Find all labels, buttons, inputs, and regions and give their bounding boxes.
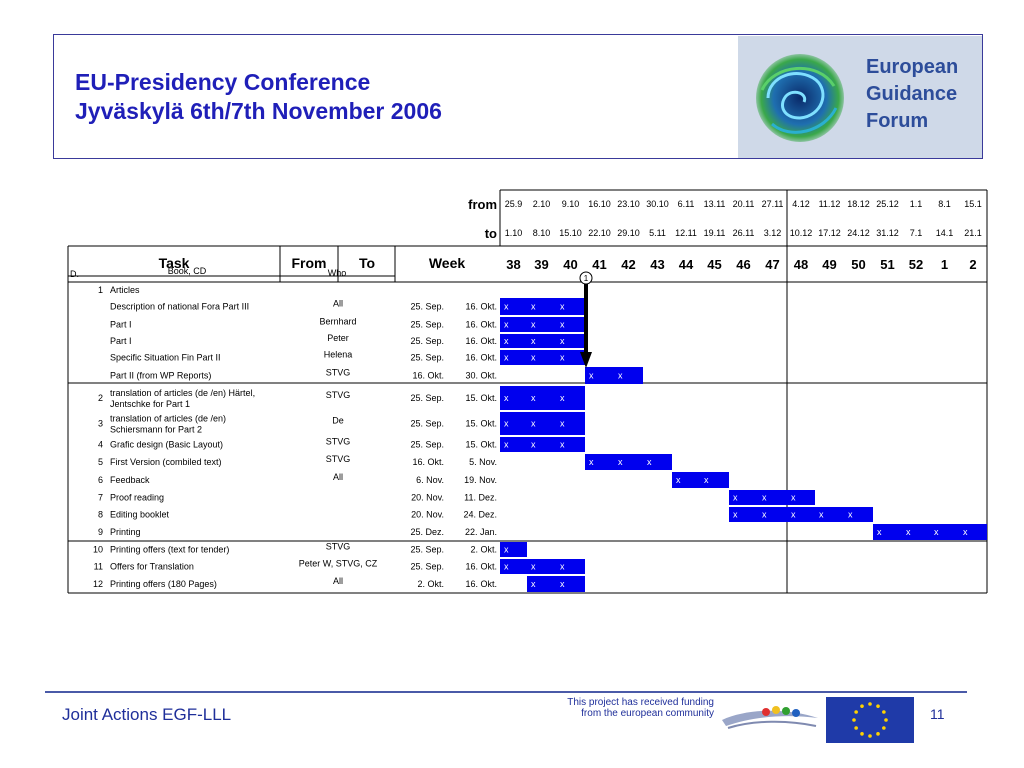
row-from-date: 16. Okt. <box>412 370 444 381</box>
week-from-date: 11.12 <box>818 199 841 209</box>
row-from-date: 25. Sep. <box>410 561 444 572</box>
gantt-mark: x <box>531 336 536 346</box>
gantt-mark: x <box>504 301 509 312</box>
row-from-date: 25. Sep. <box>410 319 444 330</box>
gantt-mark: x <box>618 370 623 381</box>
gantt-bar <box>873 524 987 540</box>
eu-star <box>860 704 864 708</box>
header-d: D. <box>70 269 79 279</box>
row-task: translation of articles (de /en) Härtel, <box>110 388 256 398</box>
gantt-mark: x <box>504 352 509 363</box>
gantt-mark: x <box>531 439 536 450</box>
gantt-mark: x <box>848 509 853 520</box>
row-who: STVG <box>325 541 351 552</box>
row-number: 7 <box>97 492 103 503</box>
header-from: From <box>291 255 327 271</box>
row-to-date: 2. Okt. <box>470 544 497 555</box>
week-from-date: 6.11 <box>677 199 695 209</box>
week-from-date: 23.10 <box>617 199 640 209</box>
logo-text: European Guidance Forum <box>866 56 959 132</box>
gantt-mark: x <box>560 319 565 330</box>
eu-star <box>868 734 872 738</box>
row-from-date: 25. Dez. <box>410 527 444 537</box>
week-from-date: 13.11 <box>703 199 726 209</box>
gantt-mark: x <box>504 544 509 555</box>
row-to-date: 16. Okt. <box>465 319 497 330</box>
week-number: 2 <box>969 257 977 272</box>
header-who: Who <box>327 268 347 278</box>
row-who: De <box>332 415 344 426</box>
row-task: Proof reading <box>110 492 165 503</box>
week-to-date: 10.12 <box>789 228 813 238</box>
gantt-mark: x <box>733 492 738 503</box>
gantt-mark: x <box>531 393 536 403</box>
row-from-date: 6. Nov. <box>416 475 444 485</box>
header-week: Week <box>428 255 466 271</box>
week-from-date: 2.10 <box>532 199 551 209</box>
gantt-mark: x <box>504 418 509 429</box>
row-who: All <box>332 298 344 309</box>
from-label: from <box>468 197 497 212</box>
row-number: 10 <box>92 544 103 555</box>
week-from-date: 18.12 <box>847 199 870 209</box>
eu-star <box>876 704 880 708</box>
row-to-date: 16. Okt. <box>465 352 497 363</box>
gantt-bar <box>500 437 585 452</box>
week-to-date: 3.12 <box>763 228 782 238</box>
eu-star <box>854 710 858 714</box>
week-number: 43 <box>650 257 665 272</box>
gantt-mark: x <box>560 336 565 346</box>
week-from-date: 15.1 <box>964 199 982 209</box>
row-who: All <box>332 576 344 586</box>
eu-star <box>854 726 858 730</box>
week-number: 50 <box>851 257 866 272</box>
milestone-line <box>584 284 588 354</box>
week-from-date: 4.12 <box>792 199 810 209</box>
week-to-date: 31.12 <box>876 228 899 238</box>
gantt-bar <box>500 334 585 348</box>
gantt-mark: x <box>531 319 536 330</box>
row-task: Part I <box>110 319 132 330</box>
row-who: All <box>332 472 344 482</box>
row-to-date: 5. Nov. <box>469 457 497 467</box>
row-who: Bernhard <box>319 316 357 327</box>
week-number: 51 <box>880 257 895 272</box>
row-number: 1 <box>97 285 103 295</box>
title-line-2: Jyväskylä 6th/7th November 2006 <box>75 98 442 124</box>
week-to-date: 14.1 <box>935 228 954 238</box>
row-from-date: 20. Nov. <box>411 509 444 520</box>
row-from-date: 25. Sep. <box>410 393 444 403</box>
gantt-mark: x <box>618 457 623 467</box>
week-from-date: 1.1 <box>909 199 923 209</box>
eu-star <box>876 732 880 736</box>
week-number: 1 <box>940 257 949 272</box>
row-task: translation of articles (de /en) <box>110 413 227 424</box>
row-task: Part II (from WP Reports) <box>110 370 212 381</box>
row-to-date: 22. Jan. <box>464 527 497 537</box>
gantt-bar <box>500 298 585 315</box>
row-task: Schiersmann for Part 2 <box>110 424 203 435</box>
week-number: 40 <box>563 257 578 272</box>
row-to-date: 30. Okt. <box>465 370 497 381</box>
row-who: STVG <box>325 367 351 378</box>
week-to-date: 5.11 <box>649 228 666 238</box>
week-from-date: 25.9 <box>504 199 523 209</box>
row-to-date: 11. Dez. <box>464 492 497 503</box>
week-to-date: 24.12 <box>847 228 870 238</box>
row-task: Offers for Translation <box>110 561 194 572</box>
gantt-mark: x <box>504 336 509 346</box>
row-to-date: 24. Dez. <box>463 509 497 520</box>
row-to-date: 15. Okt. <box>465 439 497 450</box>
row-number: 5 <box>97 457 103 467</box>
week-to-date: 12.11 <box>675 228 697 238</box>
row-task: Editing booklet <box>110 509 170 520</box>
gantt-mark: x <box>963 527 968 537</box>
row-number: 2 <box>97 393 103 403</box>
header-to: To <box>358 255 376 271</box>
row-task: Grafic design (Basic Layout) <box>110 439 224 450</box>
gantt-mark: x <box>504 561 509 572</box>
row-task: Jentschke for Part 1 <box>110 399 191 409</box>
gantt-bar <box>500 559 585 574</box>
week-number: 38 <box>506 257 521 272</box>
row-who: STVG <box>325 436 351 447</box>
gantt-mark: x <box>504 319 509 330</box>
gantt-bar <box>500 412 585 435</box>
week-to-date: 19.11 <box>703 228 726 238</box>
gantt-mark: x <box>560 561 565 572</box>
row-task: First Version (combiled text) <box>110 457 222 467</box>
gantt-mark: x <box>531 352 536 363</box>
gantt-mark: x <box>791 509 796 520</box>
gantt-mark: x <box>531 579 536 589</box>
week-to-date: 22.10 <box>588 228 611 238</box>
row-number: 6 <box>97 475 103 485</box>
row-to-date: 16. Okt. <box>465 336 497 346</box>
week-number: 52 <box>908 257 924 272</box>
row-task: Part I <box>110 336 132 346</box>
gantt-mark: x <box>762 509 767 520</box>
gantt-mark: x <box>531 418 536 429</box>
row-to-date: 19. Nov. <box>464 475 497 485</box>
row-task: Printing <box>110 527 141 537</box>
week-number: 42 <box>621 257 636 272</box>
gantt-mark: x <box>531 561 536 572</box>
row-to-date: 16. Okt. <box>465 579 497 589</box>
funding-note: This project has received funding from the european community <box>567 697 714 719</box>
row-who: Peter W, STVG, CZ <box>298 558 378 569</box>
row-from-date: 20. Nov. <box>411 492 444 503</box>
week-number: 44 <box>678 257 694 272</box>
eu-flag-icon <box>826 697 914 743</box>
row-who: STVG <box>325 454 351 464</box>
row-from-date: 25. Sep. <box>410 418 444 429</box>
gantt-mark: x <box>560 352 565 363</box>
eu-star <box>882 710 886 714</box>
gantt-mark: x <box>647 457 652 467</box>
week-number: 45 <box>707 257 722 272</box>
eu-star <box>884 718 888 722</box>
row-task: Printing offers (text for tender) <box>110 544 230 555</box>
row-from-date: 2. Okt. <box>417 579 444 589</box>
week-to-date: 21.1 <box>964 228 982 238</box>
gantt-bar <box>729 490 815 505</box>
row-from-date: 16. Okt. <box>412 457 444 467</box>
row-from-date: 25. Sep. <box>410 352 444 363</box>
gantt-mark: x <box>906 527 911 537</box>
gantt-bar <box>500 386 585 410</box>
row-number: 12 <box>92 579 103 589</box>
week-number: 46 <box>736 257 751 272</box>
row-number: 8 <box>97 509 103 520</box>
gantt-bar <box>585 454 672 470</box>
row-task: Feedback <box>110 475 150 485</box>
gantt-mark: x <box>531 301 536 312</box>
week-to-date: 1.10 <box>504 228 523 238</box>
milestone-label: 1 <box>583 274 589 283</box>
footer-left-text: Joint Actions EGF-LLL <box>62 705 232 724</box>
lifelong-learning-logo <box>718 698 822 738</box>
gantt-mark: x <box>733 509 738 520</box>
gantt-mark: x <box>560 393 565 403</box>
row-from-date: 25. Sep. <box>410 439 444 450</box>
gantt-mark: x <box>877 527 882 537</box>
eu-star <box>882 726 886 730</box>
week-to-date: 15.10 <box>559 228 582 238</box>
row-to-date: 15. Okt. <box>465 393 497 403</box>
week-from-date: 30.10 <box>646 199 669 209</box>
week-number: 47 <box>765 257 780 272</box>
gantt-bar <box>672 472 729 488</box>
row-who: STVG <box>325 390 351 400</box>
row-number: 9 <box>97 527 103 537</box>
row-to-date: 16. Okt. <box>465 561 497 572</box>
row-number: 3 <box>97 418 103 429</box>
gantt-bar <box>500 317 585 332</box>
header-book: Book, CD <box>167 266 207 276</box>
gantt-mark: x <box>504 393 509 403</box>
week-number: 49 <box>822 257 837 272</box>
gantt-mark: x <box>560 439 565 450</box>
gantt-mark: x <box>704 475 709 485</box>
week-to-date: 17.12 <box>818 228 841 238</box>
gantt-bar <box>585 367 643 384</box>
week-to-date: 29.10 <box>617 228 640 238</box>
gantt-mark: x <box>934 527 939 537</box>
week-from-date: 20.11 <box>732 199 755 209</box>
gantt-mark: x <box>819 509 824 520</box>
row-from-date: 25. Sep. <box>410 301 444 312</box>
row-to-date: 16. Okt. <box>465 301 497 312</box>
eu-star <box>868 702 872 706</box>
row-to-date: 15. Okt. <box>465 418 497 429</box>
week-to-date: 8.10 <box>532 228 551 238</box>
week-from-date: 9.10 <box>561 199 580 209</box>
footer-divider <box>45 691 967 693</box>
page-number: 11 <box>930 706 945 722</box>
week-number: 48 <box>793 257 809 272</box>
row-number: 4 <box>97 439 103 450</box>
gantt-mark: x <box>762 492 767 503</box>
week-number: 39 <box>534 257 549 272</box>
row-task: Specific Situation Fin Part II <box>110 352 221 363</box>
row-from-date: 25. Sep. <box>410 544 444 555</box>
week-from-date: 16.10 <box>588 199 611 209</box>
week-from-date: 8.1 <box>938 199 951 209</box>
gantt-mark: x <box>560 301 565 312</box>
week-from-date: 25.12 <box>876 199 899 209</box>
gantt-mark: x <box>589 457 594 467</box>
row-who: Helena <box>323 349 353 360</box>
header-task: Task <box>158 255 190 271</box>
week-number: 41 <box>592 257 607 272</box>
row-from-date: 25. Sep. <box>410 336 444 346</box>
eu-star <box>852 718 856 722</box>
gantt-mark: x <box>676 475 681 485</box>
gantt-mark: x <box>560 579 565 589</box>
row-number: 11 <box>93 561 103 572</box>
gantt-bar <box>527 576 585 592</box>
gantt-mark: x <box>504 439 509 450</box>
to-label: to <box>484 226 497 241</box>
gantt-bar <box>500 350 585 365</box>
week-to-date: 26.11 <box>732 228 755 238</box>
week-from-date: 27.11 <box>761 199 784 209</box>
title-line-1: EU-Presidency Conference <box>75 69 371 95</box>
row-who: Peter <box>327 333 349 343</box>
week-to-date: 7.1 <box>909 228 923 238</box>
row-task: Printing offers (180 Pages) <box>110 579 217 589</box>
eu-star <box>860 732 864 736</box>
gantt-mark: x <box>589 370 594 381</box>
gantt-mark: x <box>791 492 796 503</box>
row-task: Articles <box>110 285 140 295</box>
gantt-mark: x <box>560 418 565 429</box>
row-task: Description of national Fora Part III <box>110 301 250 312</box>
